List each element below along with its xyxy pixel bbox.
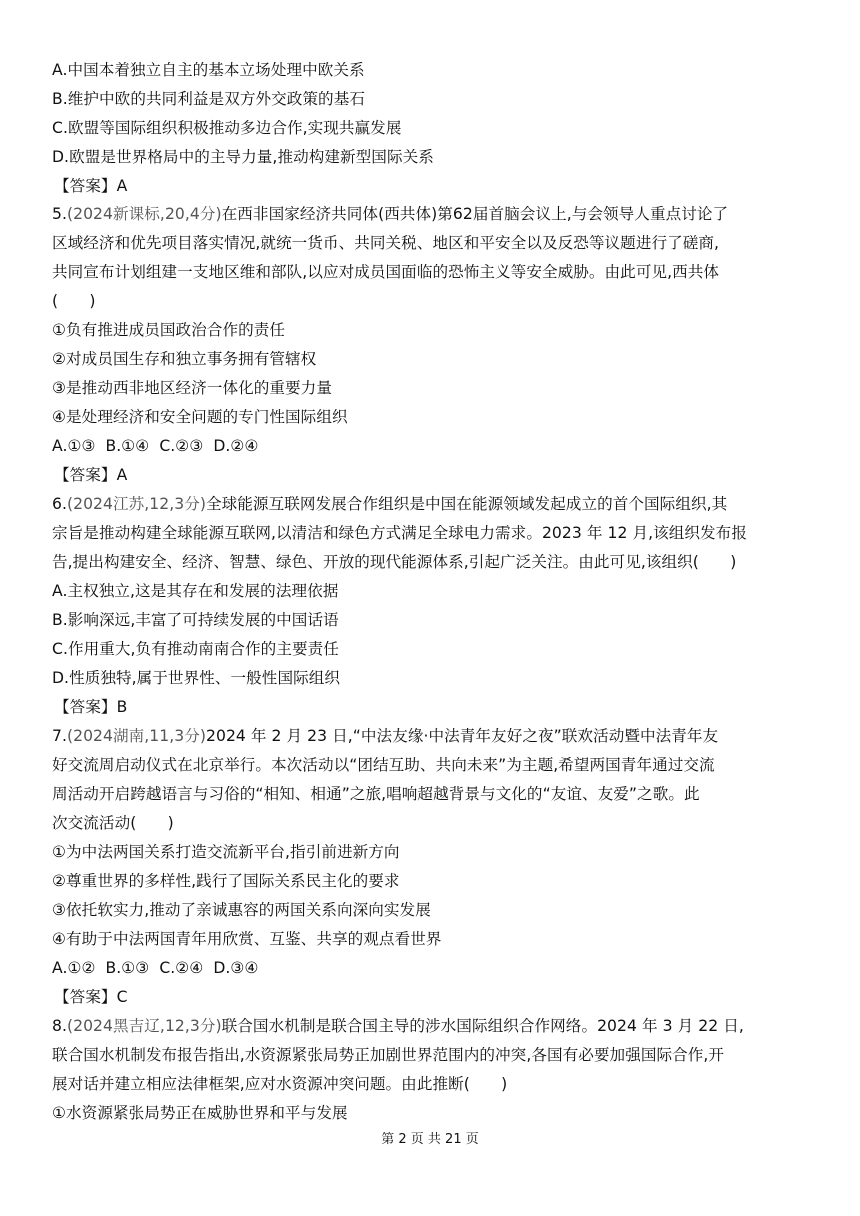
- q7-stem-line3: 周活动开启跨越语言与习俗的“相知、相通”之旅,唱响超越背景与文化的“友谊、友爱”之歌。此: [52, 785, 700, 803]
- q8-stem-line1: [52, 1016, 744, 1036]
- q6-option-b: B.影响深远,丰富了可持续发展的中国话语: [52, 611, 339, 629]
- q7-statement-4: ④有助于中法两国青年用欣赏、互鉴、共享的观点看世界: [52, 930, 442, 948]
- q6-option-d: D.性质独特,属于世界性、一般性国际组织: [52, 669, 341, 687]
- q7-statement-1: ①为中法两国关系打造交流新平台,指引前进新方向: [52, 843, 400, 861]
- q6-text-1: 全球能源互联网发展合作组织是中国在能源领域发起成立的首个国际组织,其: [206, 495, 728, 513]
- q7-stem-line4: 次交流活动( ): [52, 814, 174, 832]
- q6-stem-line1: [52, 494, 727, 514]
- q5-number: 5.: [52, 205, 67, 223]
- page-footer: 第 2 页 共 21 页: [381, 1132, 479, 1147]
- q5-statement-4: ④是处理经济和安全问题的专门性国际组织: [52, 408, 348, 426]
- q5-source: (2024新课标,20,4分): [66, 205, 222, 223]
- q8-statement-1: ①水资源紧张局势正在威胁世界和平与发展: [52, 1104, 348, 1122]
- q6-option-c: C.作用重大,负有推动南南合作的主要责任: [52, 640, 339, 658]
- q5-answer: 【答案】A: [54, 466, 128, 484]
- q5-text-1: 在西非国家经济共同体(西共体)第62届首脑会议上,与会领导人重点讨论了: [221, 205, 729, 223]
- q6-answer: 【答案】B: [54, 698, 128, 716]
- q7-stem-line1: [52, 726, 718, 746]
- q8-number: 8.: [52, 1017, 67, 1035]
- q5-stem-line3: 共同宣布计划组建一支地区维和部队,以应对成员国面临的恐怖主义等安全威胁。由此可见,西共体: [52, 263, 720, 281]
- q7-stem-line2: 好交流周启动仪式在北京举行。本次活动以“团结互助、共向未来”为主题,希望两国青年通过交流: [52, 756, 715, 774]
- q5-statement-1: ①负有推进成员国政治合作的责任: [52, 321, 286, 339]
- q7-number: 7.: [52, 727, 67, 745]
- q6-number: 6.: [52, 495, 67, 513]
- q7-statement-3: ③依托软实力,推动了亲诚惠容的两国关系向深向实发展: [52, 901, 431, 919]
- q7-choices: A.①② B.①③ C.②④ D.③④: [52, 959, 259, 977]
- q4-option-a: A.中国本着独立自主的基本立场处理中欧关系: [52, 61, 365, 79]
- q5-stem-line4: ( ): [52, 292, 96, 310]
- q6-option-a: A.主权独立,这是其存在和发展的法理依据: [52, 582, 339, 600]
- q6-stem-line3: 告,提出构建安全、经济、智慧、绿色、开放的现代能源体系,引起广泛关注。由此可见,该组织( ): [52, 553, 737, 571]
- q8-text-1: 联合国水机制是联合国主导的涉水国际组织合作网络。2024 年 3 月 22 日,: [221, 1017, 744, 1035]
- q7-answer: 【答案】C: [54, 988, 128, 1006]
- q8-stem-line2: 联合国水机制发布报告指出,水资源紧张局势正加剧世界范围内的冲突,各国有必要加强国际合作,开: [52, 1046, 725, 1064]
- q6-source: (2024江苏,12,3分): [66, 495, 206, 513]
- q7-text-1: 2024 年 2 月 23 日,“中法友缘·中法青年友好之夜”联欢活动暨中法青年友: [206, 727, 719, 745]
- q4-option-b: B.维护中欧的共同利益是双方外交政策的基石: [52, 90, 365, 108]
- q5-stem-line2: 区域经济和优先项目落实情况,就统一货币、共同关税、地区和平安全以及反恐等议题进行了磋商,: [52, 234, 720, 252]
- q8-source: (2024黑吉辽,12,3分): [66, 1017, 222, 1035]
- q5-stem-line1: [52, 204, 728, 224]
- q6-stem-line2: 宗旨是推动构建全球能源互联网,以清洁和绿色方式满足全球电力需求。2023 年 12 月,该组织发布报: [52, 524, 747, 542]
- q4-option-c: C.欧盟等国际组织积极推动多边合作,实现共赢发展: [52, 119, 402, 137]
- q5-statement-2: ②对成员国生存和独立事务拥有管辖权: [52, 350, 317, 368]
- q8-stem-line3: 展对话并建立相应法律框架,应对水资源冲突问题。由此推断( ): [52, 1075, 508, 1093]
- q7-source: (2024湖南,11,3分): [66, 727, 206, 745]
- q4-answer: 【答案】A: [54, 177, 128, 195]
- q7-statement-2: ②尊重世界的多样性,践行了国际关系民主化的要求: [52, 872, 400, 890]
- q5-statement-3: ③是推动西非地区经济一体化的重要力量: [52, 379, 332, 397]
- q5-choices: A.①③ B.①④ C.②③ D.②④: [52, 437, 259, 455]
- q4-option-d: D.欧盟是世界格局中的主导力量,推动构建新型国际关系: [52, 148, 434, 166]
